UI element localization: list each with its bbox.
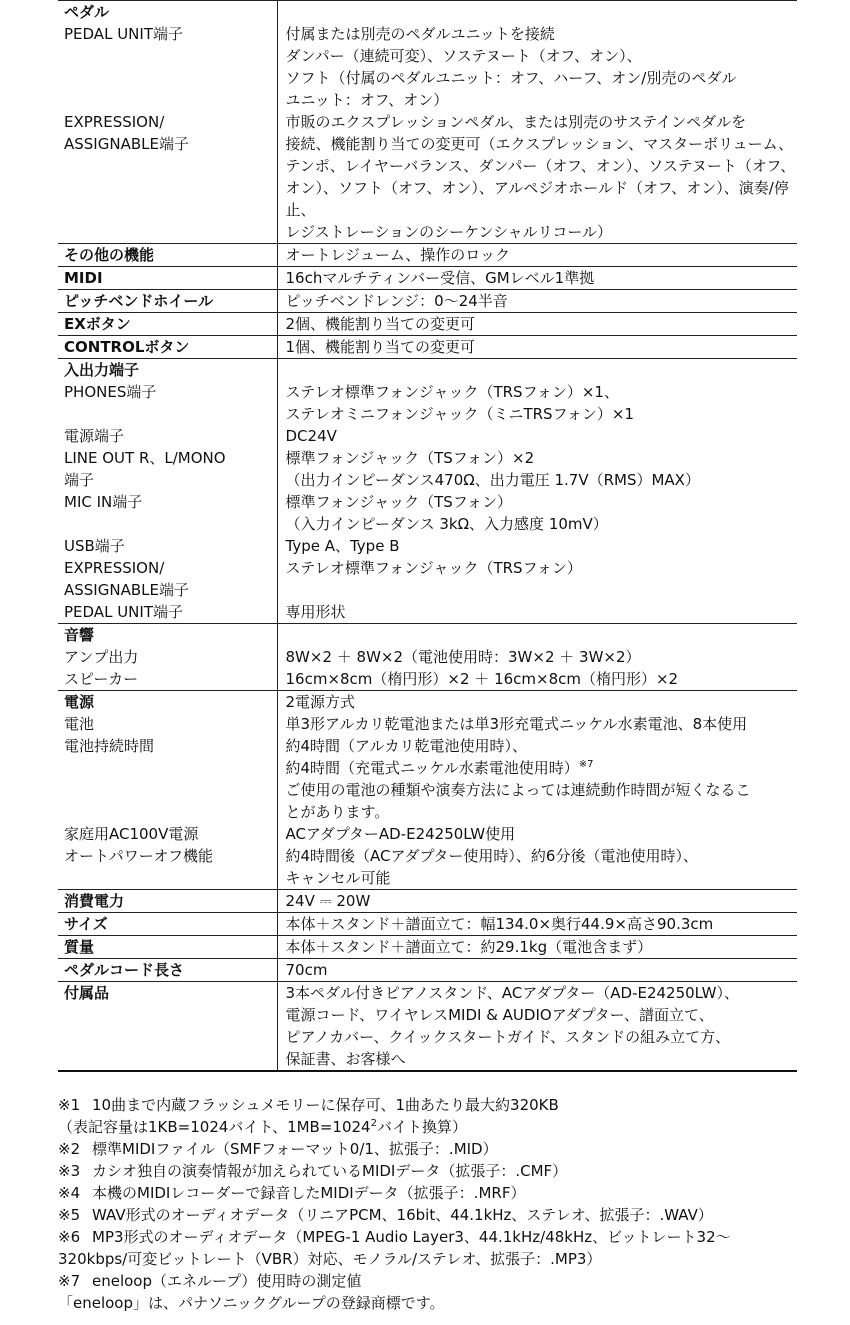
superscript: 2 bbox=[370, 1118, 377, 1129]
row-label: スピーカー bbox=[58, 668, 277, 691]
spec-row-expression bbox=[58, 111, 797, 244]
spec-row-pedal bbox=[58, 1, 797, 24]
spec-row-ac bbox=[58, 823, 797, 845]
row-value: 24V ⎓ 20W bbox=[277, 890, 797, 913]
value-line: ユニット：オフ、オン） bbox=[285, 91, 449, 109]
spec-table bbox=[58, 0, 797, 1072]
spec-row-midi bbox=[58, 267, 797, 290]
spec-row-pedal-unit bbox=[58, 23, 797, 111]
value-line: ソフト（付属のペダルユニット：オフ、ハーフ、オン/別売のペダル bbox=[285, 69, 737, 87]
row-value bbox=[277, 982, 797, 1072]
value-line: テンポ、レイヤーバランス、ダンパー（オフ、オン）、ソステヌート（オフ、 bbox=[285, 157, 796, 175]
row-value: DC24V bbox=[285, 427, 337, 445]
value-line: 接続、機能割り当ての変更可（エクスプレッション、マスターボリューム、 bbox=[285, 135, 794, 153]
footnote-mark: ※7 bbox=[58, 1272, 81, 1290]
row-value: 70cm bbox=[277, 959, 797, 982]
row-label: オートパワーオフ機能 bbox=[58, 845, 277, 890]
footnote-mark: ※7 bbox=[578, 759, 594, 770]
label-line: EXPRESSION/ bbox=[64, 113, 165, 131]
row-value bbox=[277, 491, 797, 535]
spec-row-expression-jack bbox=[58, 557, 797, 601]
row-label: 電池持続時間 bbox=[58, 735, 277, 823]
row-value: 単3形アルカリ乾電池または単3形充電式ニッケル水素電池、8本使用 bbox=[285, 715, 748, 733]
row-value: 16chマルチティンバー受信、GMレベル1準拠 bbox=[277, 267, 797, 290]
row-heading: EXボタン bbox=[58, 313, 277, 336]
footnote-mark: ※1 bbox=[58, 1096, 81, 1114]
footnote-2 bbox=[58, 1138, 818, 1160]
spec-row-mic-in bbox=[58, 491, 797, 535]
row-label: PEDAL UNIT端子 bbox=[58, 601, 277, 624]
row-label: 電源端子 bbox=[58, 425, 277, 447]
row-heading: ペダル bbox=[58, 1, 277, 24]
row-label bbox=[58, 111, 277, 244]
footnote-7-cont: 「eneloop」は、パナソニックグループの登録商標です。 bbox=[58, 1294, 445, 1312]
row-heading: ピッチベンドホイール bbox=[58, 290, 277, 313]
row-heading: 電源 bbox=[58, 691, 277, 714]
row-heading: CONTROLボタン bbox=[58, 336, 277, 359]
row-value: 16cm×8cm（楕円形）×2 ＋ 16cm×8cm（楕円形）×2 bbox=[285, 670, 679, 688]
footnote-mark: ※6 bbox=[58, 1228, 81, 1246]
row-heading: 付属品 bbox=[58, 982, 277, 1072]
spec-row-io bbox=[58, 359, 797, 382]
footnote-text: 本機のMIDIレコーダーで録音したMIDIデータ（拡張子：.MRF） bbox=[92, 1184, 526, 1202]
value-line: ピアノカバー、クイックスタートガイド、スタンドの組み立て方、 bbox=[285, 1028, 731, 1046]
row-value: 本体＋スタンド＋譜面立て：幅134.0×奥行44.9×高さ90.3cm bbox=[277, 913, 797, 936]
row-label bbox=[58, 557, 277, 601]
spec-row-ex bbox=[58, 313, 797, 336]
value-line: 市販のエクスプレッションペダル、または別売のサステインペダルを bbox=[285, 113, 747, 131]
row-value bbox=[277, 381, 797, 425]
footnote-4 bbox=[58, 1182, 818, 1204]
row-heading: 音響 bbox=[58, 624, 277, 647]
spec-row-battery-life bbox=[58, 735, 797, 823]
footnote-text: 標準MIDIファイル（SMFフォーマット0/1、拡張子：.MID） bbox=[92, 1140, 498, 1158]
row-label bbox=[58, 447, 277, 491]
footnote-7 bbox=[58, 1270, 818, 1292]
value-line: 標準フォンジャック（TSフォン）×2 bbox=[285, 449, 535, 467]
footnote-5 bbox=[58, 1204, 818, 1226]
row-heading: 質量 bbox=[58, 936, 277, 959]
spec-row-control bbox=[58, 336, 797, 359]
footnote-text: 10曲まで内蔵フラッシュメモリーに保存可、1曲あたり最大約320KB bbox=[92, 1096, 559, 1114]
spec-row-speaker bbox=[58, 668, 797, 691]
row-value bbox=[277, 735, 797, 823]
row-heading: ペダルコード長さ bbox=[58, 959, 277, 982]
spec-row-power-jack bbox=[58, 425, 797, 447]
footnote-1 bbox=[58, 1094, 818, 1116]
spec-row-auto-power-off bbox=[58, 845, 797, 890]
row-value: 専用形状 bbox=[285, 603, 346, 621]
row-label: MIC IN端子 bbox=[58, 491, 277, 535]
row-value bbox=[277, 23, 797, 111]
row-label: 電池 bbox=[58, 713, 277, 735]
value-line: 保証書、お客様へ bbox=[285, 1050, 406, 1068]
footnote-1-cont bbox=[58, 1116, 818, 1138]
row-value: 2個、機能割り当ての変更可 bbox=[277, 313, 797, 336]
value-line: ステレオミニフォンジャック（ミニTRSフォン）×1 bbox=[285, 405, 634, 423]
row-value bbox=[277, 447, 797, 491]
value-line: ご使用の電池の種類や演奏方法によっては連続動作時間が短くなるこ bbox=[285, 781, 751, 799]
value-line: ステレオ標準フォンジャック（TRSフォン）×1、 bbox=[285, 383, 619, 401]
row-value: 2電源方式 bbox=[277, 691, 797, 714]
footnote-text: WAV形式のオーディオデータ（リニアPCM、16bit、44.1kHz、ステレオ、拡張子：.WAV） bbox=[92, 1206, 713, 1224]
label-line: 端子 bbox=[64, 471, 95, 489]
row-heading: 入出力端子 bbox=[58, 359, 277, 382]
footnote-text: バイト換算） bbox=[376, 1118, 467, 1136]
row-value bbox=[277, 845, 797, 890]
row-value: ステレオ標準フォンジャック（TRSフォン） bbox=[285, 559, 582, 577]
value-text: 約4時間（充電式ニッケル水素電池使用時） bbox=[285, 759, 579, 777]
spec-row-size bbox=[58, 913, 797, 936]
row-value: ピッチベンドレンジ：0～24半音 bbox=[277, 290, 797, 313]
value-line bbox=[286, 757, 798, 779]
row-label: PHONES端子 bbox=[58, 381, 277, 425]
spec-row-phones bbox=[58, 381, 797, 425]
spec-row-pitch bbox=[58, 290, 797, 313]
label-line: EXPRESSION/ bbox=[64, 559, 165, 577]
value-line: 約4時間後（ACアダプター使用時）、約6分後（電池使用時）、 bbox=[285, 847, 698, 865]
spec-row-accessories bbox=[58, 982, 797, 1072]
footnote-3 bbox=[58, 1160, 818, 1182]
value-line: （入力インピーダンス 3kΩ、入力感度 10mV） bbox=[285, 515, 608, 533]
value-line: ダンパー（連続可変）、ソステヌート（オフ、オン）、 bbox=[285, 47, 642, 65]
spec-row-amp bbox=[58, 646, 797, 668]
label-line: ASSIGNABLE端子 bbox=[64, 581, 189, 599]
value-line: キャンセル可能 bbox=[285, 869, 391, 887]
spec-row-power-supply bbox=[58, 691, 797, 714]
spec-row-pedal-jack bbox=[58, 601, 797, 624]
row-value: オートレジューム、操作のロック bbox=[277, 244, 797, 267]
footnote-mark: ※2 bbox=[58, 1140, 81, 1158]
spec-row-mass bbox=[58, 936, 797, 959]
row-label: USB端子 bbox=[58, 535, 277, 557]
row-value bbox=[277, 111, 797, 244]
row-label: アンプ出力 bbox=[58, 646, 277, 668]
row-value: 1個、機能割り当ての変更可 bbox=[277, 336, 797, 359]
value-line: 電源コード、ワイヤレスMIDI & AUDIOアダプター、譜面立て、 bbox=[285, 1006, 714, 1024]
row-value: ACアダプターAD-E24250LW使用 bbox=[285, 825, 516, 843]
value-line: とがあります。 bbox=[285, 803, 390, 821]
footnote-text: カシオ独自の演奏情報が加えられているMIDIデータ（拡張子：.CMF） bbox=[92, 1162, 568, 1180]
value-line: （出力インピーダンス470Ω、出力電圧 1.7V（RMS）MAX） bbox=[285, 471, 700, 489]
value-line: レジストレーションのシーケンシャルリコール） bbox=[285, 223, 613, 241]
footnote-text: eneloop（エネループ）使用時の測定値 bbox=[92, 1272, 362, 1290]
row-heading: MIDI bbox=[58, 267, 277, 290]
spec-row-line-out bbox=[58, 447, 797, 491]
spec-row-consumption bbox=[58, 890, 797, 913]
value-line: オン）、ソフト（オフ、オン）、アルペジオホールド（オフ、オン）、演奏/停止、 bbox=[285, 179, 789, 219]
footnote-text: （表記容量は1KB=1024バイト、1MB=1024 bbox=[58, 1118, 371, 1136]
value-line: 約4時間（アルカリ乾電池使用時）、 bbox=[285, 737, 527, 755]
spec-row-usb bbox=[58, 535, 797, 557]
footnote-6-cont: 320kbps/可変ビットレート（VBR）対応、モノラル/ステレオ、拡張子：.MP3） bbox=[58, 1250, 602, 1268]
footnotes bbox=[58, 1094, 818, 1314]
row-heading: サイズ bbox=[58, 913, 277, 936]
label-line: ASSIGNABLE端子 bbox=[64, 135, 189, 153]
footnote-6 bbox=[58, 1226, 818, 1248]
spec-row-battery bbox=[58, 713, 797, 735]
footnote-mark: ※3 bbox=[58, 1162, 81, 1180]
value-line: 標準フォンジャック（TSフォン） bbox=[285, 493, 513, 511]
row-label: 家庭用AC100V電源 bbox=[58, 823, 277, 845]
footnote-text: MP3形式のオーディオデータ（MPEG-1 Audio Layer3、44.1kHz/48kHz、ビットレート32～ bbox=[92, 1228, 731, 1246]
row-heading: 消費電力 bbox=[58, 890, 277, 913]
spec-row-sound bbox=[58, 624, 797, 647]
value-line: 3本ペダル付きピアノスタンド、ACアダプター（AD-E24250LW）、 bbox=[285, 984, 739, 1002]
footnote-mark: ※4 bbox=[58, 1184, 81, 1202]
row-heading: その他の機能 bbox=[58, 244, 277, 267]
row-value: Type A、Type B bbox=[285, 537, 400, 555]
spec-row-cord bbox=[58, 959, 797, 982]
footnote-mark: ※5 bbox=[58, 1206, 81, 1224]
row-value: 8W×2 ＋ 8W×2（電池使用時：3W×2 ＋ 3W×2） bbox=[285, 648, 641, 666]
label-line: LINE OUT R、L/MONO bbox=[64, 449, 226, 467]
row-value: 本体＋スタンド＋譜面立て：約29.1kg（電池含まず） bbox=[277, 936, 797, 959]
spec-row-other bbox=[58, 244, 797, 267]
value-line: 付属または別売のペダルユニットを接続 bbox=[285, 25, 555, 43]
row-label: PEDAL UNIT端子 bbox=[58, 23, 277, 111]
